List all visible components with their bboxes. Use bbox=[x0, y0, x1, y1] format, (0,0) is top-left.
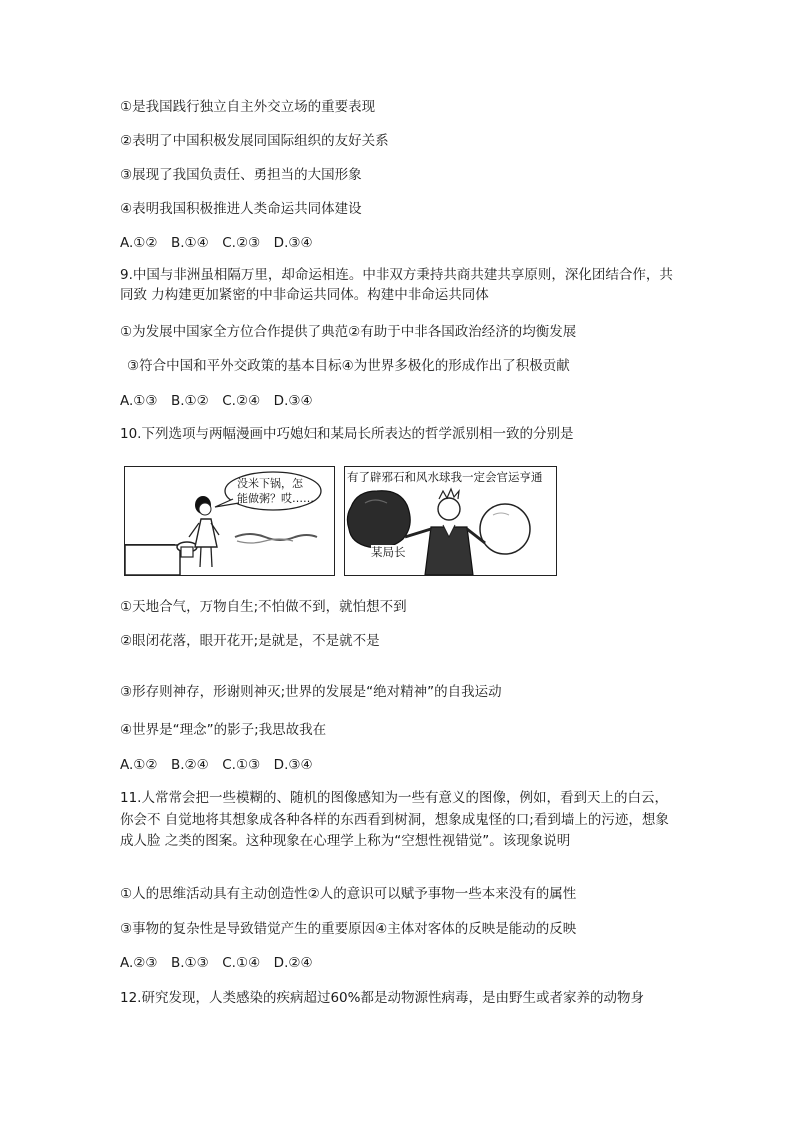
q8-option-2: ②表明了中国积极发展同国际组织的友好关系 bbox=[120, 133, 389, 149]
q10-stem: 10.下列选项与两幅漫画中巧媳妇和某局长所表达的哲学派别相一致的分别是 bbox=[120, 426, 574, 442]
q12-stem: 12.研究发现，人类感染的疾病超过60%都是动物源性病毒，是由野生或者家养的动物身 bbox=[120, 990, 644, 1006]
q9-options-3-4: ③符合中国和平外交政策的基本目标④为世界多极化的形成作出了积极贡献 bbox=[127, 358, 570, 374]
q8-option-4: ④表明我国积极推进人类命运共同体建设 bbox=[120, 201, 362, 217]
cartoon-bubble-line-1: 没米下锅，怎 bbox=[237, 477, 303, 490]
q8-option-1: ①是我国践行独立自主外交立场的重要表现 bbox=[120, 99, 376, 115]
q10-answer-choices: A.①② B.②④ C.①③ D.③④ bbox=[120, 757, 313, 773]
q10-option-1: ①天地合气，万物自生;不怕做不到，就怕想不到 bbox=[120, 599, 407, 615]
q9-options-1-2: ①为发展中国家全方位合作提供了典范②有助于中非各国政治经济的均衡发展 bbox=[120, 324, 577, 340]
q9-answer-choices: A.①③ B.①② C.②④ D.③④ bbox=[120, 393, 313, 409]
q10-option-3: ③形存则神存，形谢则神灭;世界的发展是“绝对精神”的自我运动 bbox=[120, 684, 502, 700]
q8-option-3: ③展现了我国负责任、勇担当的大国形象 bbox=[120, 167, 362, 183]
cartoon-bubble-line-2: 能做粥？哎…… bbox=[237, 492, 314, 505]
q11-stem: 11.人常常会把一些模糊的、随机的图像感知为一些有意义的图像，例如，看到天上的白云，你会不 自觉地将其想象成各种各样的东西看到树洞，想象成鬼怪的口;看到墙上的污迹，想象成人脸 之类的图案。这种现象在心理学上称为“空想性视错觉”。该现象说明 bbox=[120, 790, 669, 849]
cartoon-figure-label: 某局长 bbox=[371, 545, 406, 559]
q10-option-2: ②眼闭花落，眼开花开;是就是，不是就不是 bbox=[120, 633, 380, 649]
q11-options-1-2: ①人的思维活动具有主动创造性②人的意识可以赋予事物一些本来没有的属性 bbox=[120, 886, 577, 902]
q10-option-4: ④世界是“理念”的影子;我思故我在 bbox=[120, 722, 327, 738]
cartoon-bureau-chief bbox=[344, 466, 557, 576]
q11-answer-choices: A.②③ B.①③ C.①④ D.②④ bbox=[120, 955, 313, 971]
q9-stem: 9.中国与非洲虽相隔万里，却命运相连。中非双方秉持共商共建共享原则，深化团结合作，共同致 力构建更加紧密的中非命运共同体。构建中非命运共同体 bbox=[120, 267, 673, 303]
cartoon-clever-wife bbox=[124, 466, 335, 576]
q8-answer-choices: A.①② B.①④ C.②③ D.③④ bbox=[120, 235, 313, 251]
cartoon-top-caption: 有了辟邪石和风水球我一定会官运亨通 bbox=[347, 470, 543, 484]
q11-options-3-4: ③事物的复杂性是导致错觉产生的重要原因④主体对客体的反映是能动的反映 bbox=[120, 921, 577, 937]
